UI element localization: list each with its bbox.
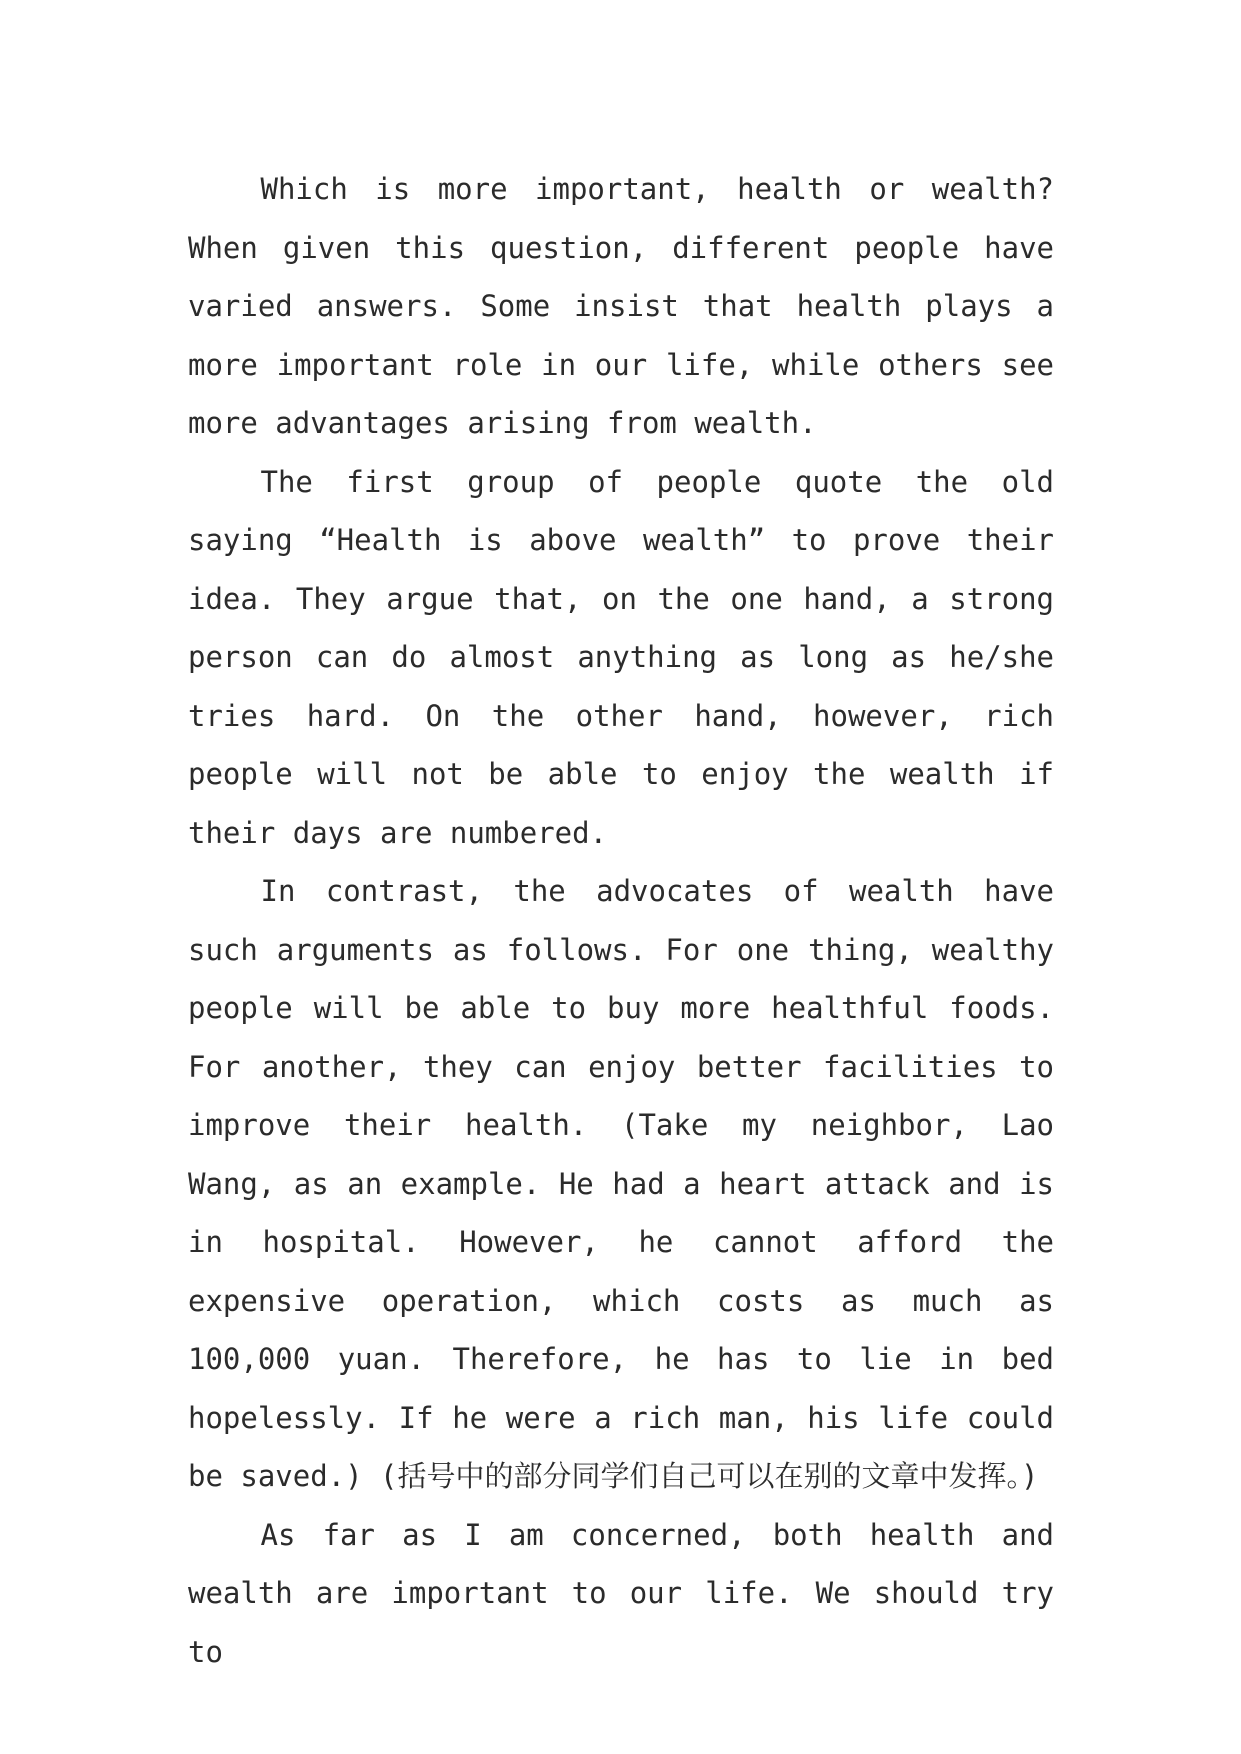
paragraph-3: In contrast, the advocates of wealth have such arguments as follows. For one thing, wealthy people will be able to buy more healthful foods. For another, they can enjoy better facilities to improve their health. (Take my neighbor, Lao Wang, as an example. He had a heart attack and is in hospital. However, he cannot afford the expensive operation, which costs as much as 100,000 yuan. Therefore, he has to lie in bed hopelessly. If he were a rich man, his life could be saved.) (括号中的部分同学们自己可以在别的文章中发挥。) — [188, 874, 1054, 1493]
paragraph-4: As far as I am concerned, both health and wealth are important to our life. We should try to — [188, 1517, 1054, 1669]
paragraph-1: Which is more important, health or wealth? When given this question, different people have varied answers. Some insist that health plays a more important role in our life, while others see more advantages arising from wealth. — [188, 172, 1054, 440]
paragraph-2: The first group of people quote the old saying “Health is above wealth” to prove their idea. They argue that, on the one hand, a strong person can do almost anything as long as he/she tries hard. On the other hand, however, rich people will not be able to enjoy the wealth if their days are numbered. — [188, 464, 1054, 850]
essay-body — [188, 160, 1054, 1681]
